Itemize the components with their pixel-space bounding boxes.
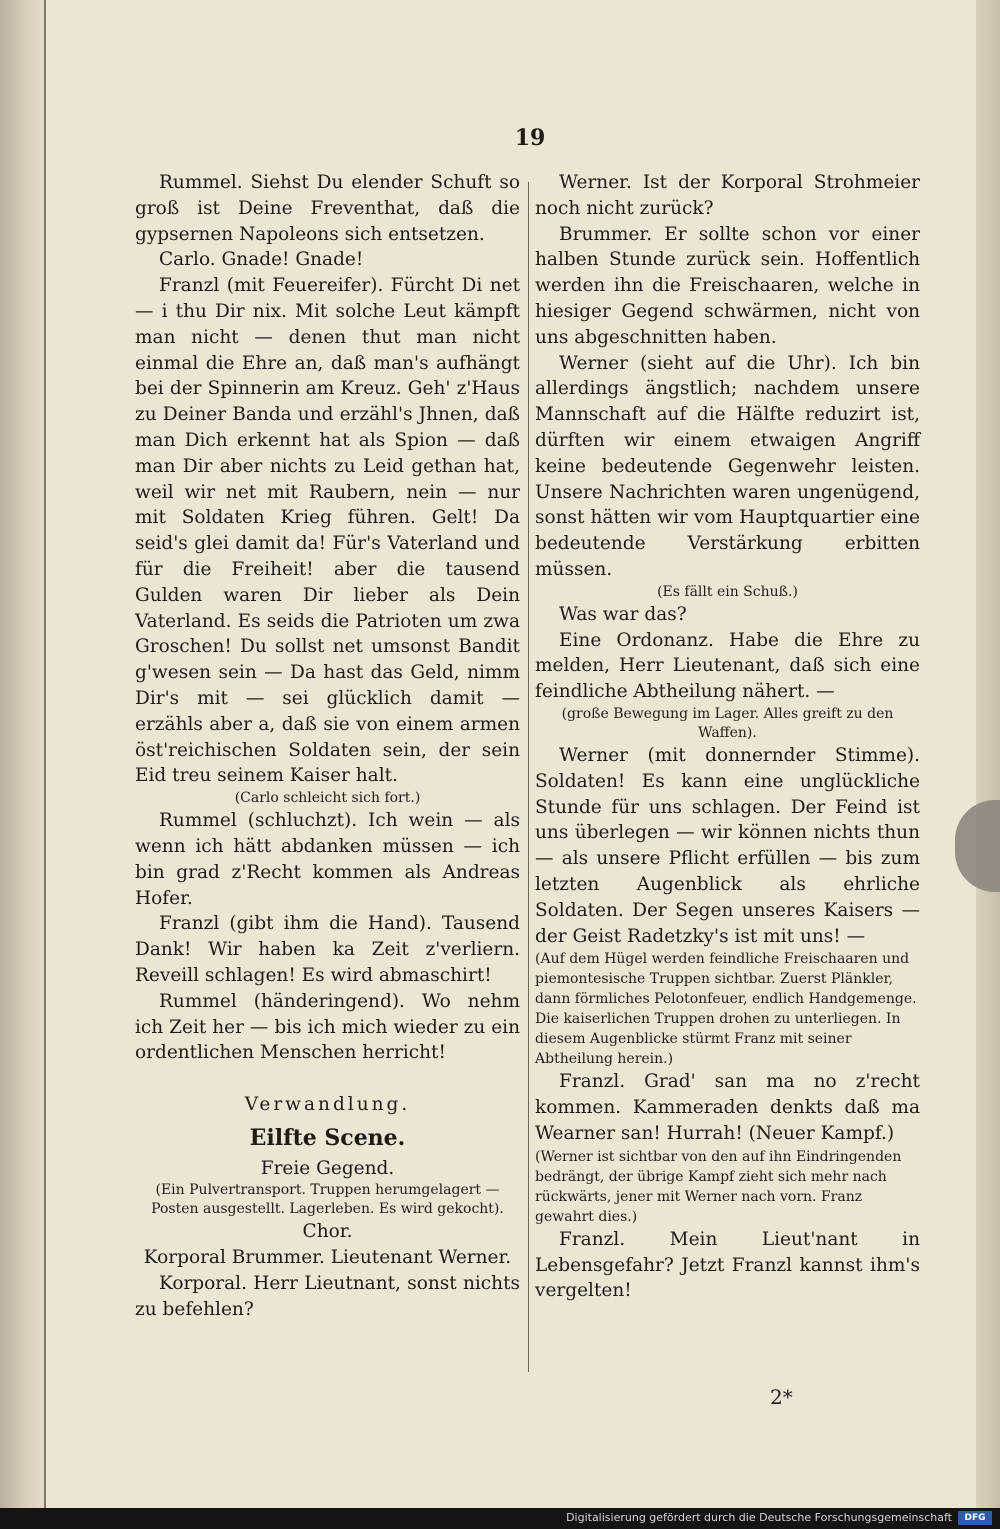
- stage-direction: (Carlo schleicht sich fort.): [234, 790, 421, 807]
- page-edge: [976, 0, 1000, 1508]
- dialogue-paragraph: Brummer. Er sollte schon vor einer halben Stunde zurück sein. Hoffentlich werden ihn die Freischaaren, welche in hiesiger Gegend schwärmen, nicht von uns abgeschnitten haben.: [535, 223, 920, 348]
- stage-direction: (Es fällt ein Schuß.): [657, 583, 798, 600]
- scene-title: Eilfte Scene.: [249, 1124, 406, 1151]
- dialogue-paragraph: Werner. Ist der Korporal Strohmeier noch nicht zurück?: [535, 172, 920, 219]
- left-text-column: [135, 170, 520, 1323]
- column-divider: [528, 182, 529, 1372]
- dialogue-paragraph: Was war das?: [559, 603, 687, 625]
- digitization-footer: [0, 1508, 1000, 1529]
- dialogue-paragraph: Rummel (händeringend). Wo nehm ich Zeit her — bis ich mich wieder zu ein ordentlichen Menschen herricht!: [135, 990, 520, 1064]
- page-number: 19: [514, 125, 546, 151]
- dialogue-paragraph: Korporal. Herr Lieutnant, sonst nichts zu befehlen?: [135, 1273, 520, 1320]
- dialogue-paragraph: Verwandlung.: [244, 1094, 411, 1116]
- stage-direction: (Werner ist sichtbar von den auf ihn Eindringenden bedrängt, der übrige Kampf zieht sich mehr nach rückwärts, jener mit Werner nach vorn. Franz gewahrt dies.): [535, 1148, 902, 1225]
- dialogue-paragraph: Carlo. Gnade! Gnade!: [159, 249, 364, 271]
- stage-direction: (Auf dem Hügel werden feindliche Freischaaren und piemontesische Truppen sichtbar. Zuerst Plänkler, dann förmliches Pelotonfeuer, endlich Handgemenge. Die kaiserlichen Truppen drohen zu unterliegen. In diesem Augenblicke stürmt Franz mit seiner Abtheilung herein.): [535, 951, 917, 1068]
- spacer: [135, 1066, 520, 1092]
- dialogue-paragraph: Franzl. Mein Lieut'nant in Lebensgefahr? Jetzt Franzl kannst ihm's vergelten!: [535, 1228, 920, 1302]
- dialogue-paragraph: Korporal Brummer. Lieutenant Werner.: [143, 1247, 512, 1269]
- dialogue-paragraph: Franzl (mit Feuereifer). Fürcht Di net — i thu Dir nix. Mit solche Leut kämpft man nicht — denen thut man nicht einmal die Ehre an, daß man's aufhängt bei der Spinnerin am Kreuz. Geh' z'Haus zu Deiner Banda und erzähl's Jhnen, daß man Dich erkennt hat als Spion — daß man Dir aber nichts zu Leid gethan hat, weil wir net mit Raubern, nein — nur mit Soldaten Krieg führen. Gelt! Da seid's glei damit da! Für's Vaterland und für die Freiheit! aber die tausend Gulden waren Dir lieber als Dein Vaterland. Es seids die Patrioten um zwa Groschen! Du sollst net umsonst Bandit g'wesen sein — Da hast das Geld, nimm Dir's mit — sei glücklich damit — erzähls aber a, daß sie von einem armen öst'reichischen Soldaten sein, der sein Eid treu seinem Kaiser halt.: [135, 275, 520, 787]
- printer-signature: 2*: [770, 1385, 793, 1409]
- dialogue-paragraph: Werner (sieht auf die Uhr). Ich bin allerdings ängstlich; nachdem unsere Mannschaft auf die Hälfte reduzirt ist, dürften wir einem etwaigen Angriff keine bedeutende Gegenwehr leisten. Unsere Nachrichten waren ungenügend, sonst hätten wir vom Hauptquartier eine bedeutende Verstärkung erbitten müssen.: [535, 352, 920, 580]
- stage-direction: (große Bewegung im Lager. Alles greift zu den Waffen).: [561, 705, 894, 741]
- dfg-logo: DFG: [958, 1511, 992, 1525]
- digitization-credit: Digitalisierung gefördert durch die Deutsche Forschungsgemeinschaft: [566, 1511, 952, 1524]
- dialogue-paragraph: Rummel (schluchzt). Ich wein — als wenn ich hätt abdanken müssen — ich bin grad z'Recht kommen als Andreas Hofer.: [135, 810, 520, 909]
- binding-margin: [0, 0, 46, 1508]
- stage-direction: (Ein Pulvertransport. Truppen herumgelagert — Posten ausgestellt. Lagerleben. Es wird gekocht).: [151, 1182, 504, 1218]
- dialogue-paragraph: Chor.: [302, 1221, 353, 1243]
- dialogue-paragraph: Werner (mit donnernder Stimme). Soldaten! Es kann eine unglückliche Stunde für uns schlagen. Der Feind ist uns überlegen — wir können nichts thun — als unsere Pflicht erfüllen — bis zum letzten Augenblick als ehrliche Soldaten. Der Segen unseres Kaisers — der Geist Radetzky's ist mit uns! —: [535, 744, 920, 947]
- dialogue-paragraph: Franzl. Grad' san ma no z'recht kommen. Kammeraden denkts daß ma Wearner san! Hurrah! (Neuer Kampf.): [535, 1071, 920, 1144]
- dialogue-paragraph: Franzl (gibt ihm die Hand). Tausend Dank! Wir haben ka Zeit z'verliern. Reveill schlagen! Es wird abmaschirt!: [135, 913, 520, 986]
- dialogue-paragraph: Freie Gegend.: [260, 1157, 395, 1179]
- dialogue-paragraph: Eine Ordonanz. Habe die Ehre zu melden, Herr Lieutenant, daß sich eine feindliche Abtheilung nähert. —: [535, 629, 920, 703]
- dialogue-paragraph: Rummel. Siehst Du elender Schuft so groß ist Deine Freventhat, daß die gypsernen Napoleons sich entsetzen.: [135, 172, 520, 245]
- right-text-column: [535, 170, 920, 1304]
